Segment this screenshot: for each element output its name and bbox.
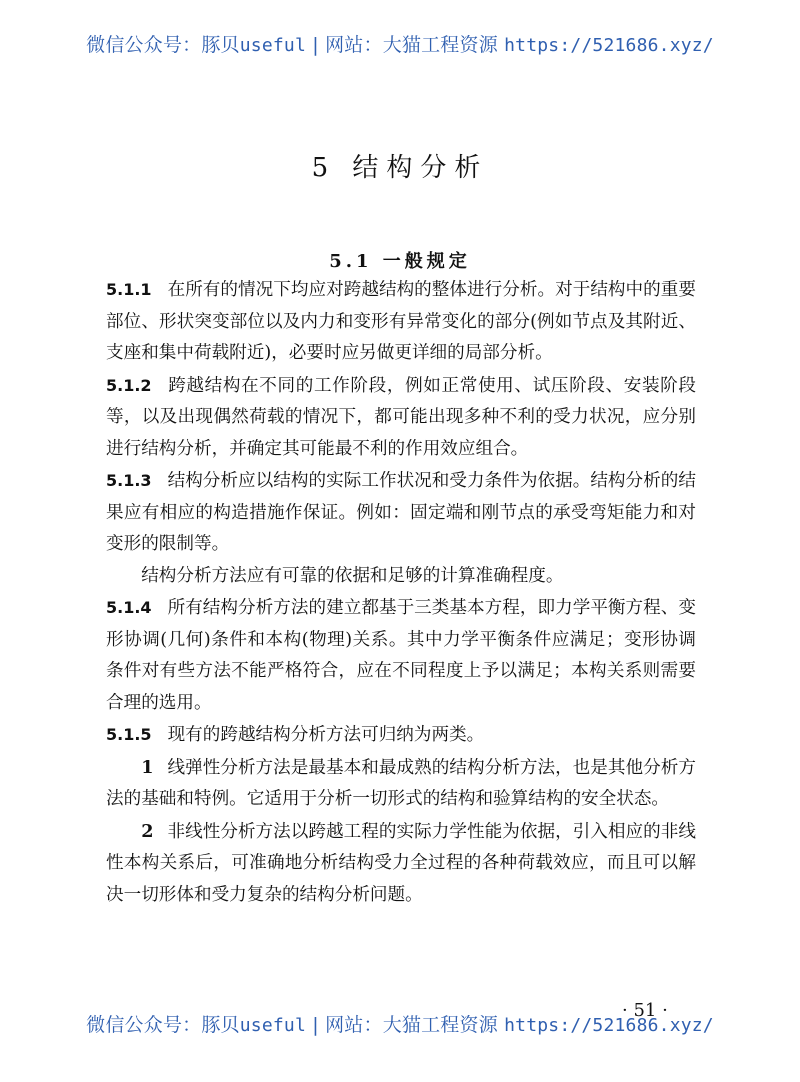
- clause-text: 结构分析应以结构的实际工作状况和受力条件为依据。结构分析的结果应有相应的构造措施作保证。例如：固定端和刚节点的承受弯矩能力和对变形的限制等。: [106, 471, 696, 554]
- watermark-site: 网站：大猫工程资源: [325, 1014, 505, 1036]
- clause-5-1-1: [106, 274, 696, 370]
- section-title: 5.1 一般规定: [329, 250, 471, 272]
- watermark-url[interactable]: https://521686.xyz/: [504, 1015, 714, 1036]
- clause-number: 5.1.5: [106, 725, 152, 744]
- watermark-url[interactable]: https://521686.xyz/: [504, 35, 714, 56]
- clause-text: 跨越结构在不同的工作阶段，例如正常使用、试压阶段、安装阶段等，以及出现偶然荷载的情况下，都可能出现多种不利的受力状况，应分别进行结构分析，并确定其可能最不利的作用效应组合。: [106, 375, 696, 459]
- clause-5-1-3: [106, 465, 696, 561]
- clause-text: 在所有的情况下均应对跨越结构的整体进行分析。对于结构中的重要部位、形状突变部位以及内力和变形有异常变化的部分(例如节点及其附近、支座和集中荷载附近)，必要时应另做更详细的局部分析。: [106, 280, 696, 363]
- watermark-wechat-en: useful: [239, 1015, 306, 1036]
- clause-5-1-5: [106, 719, 696, 752]
- document-body: [106, 274, 696, 911]
- clause-number: 5.1.2: [106, 375, 152, 395]
- watermark-wechat: 微信公众号：豚贝: [86, 34, 240, 56]
- watermark-separator: |: [306, 1014, 326, 1036]
- item-text: 线弹性分析方法是最基本和最成熟的结构分析方法，也是其他分析方法的基础和特例。它适用于分析一切形式的结构和验算结构的安全状态。: [106, 757, 696, 809]
- clause-text: 结构分析方法应有可靠的依据和足够的计算准确程度。: [141, 565, 564, 586]
- clause-5-1-4: [106, 592, 696, 719]
- list-item: [106, 816, 696, 912]
- item-number: 2: [141, 820, 154, 842]
- clause-number: 5.1.4: [106, 598, 152, 617]
- watermark-site: 网站：大猫工程资源: [325, 34, 505, 56]
- watermark-separator: |: [306, 34, 326, 56]
- item-number: 1: [141, 756, 154, 778]
- clause-text: 所有结构分析方法的建立都基于三类基本方程，即力学平衡方程、变形协调(几何)条件和本构(物理)关系。其中力学平衡条件应满足；变形协调条件对有些方法不能严格符合，应在不同程度上予以满足；本构关系则需要合理的选用。: [106, 598, 696, 713]
- watermark-wechat: 微信公众号：豚贝: [86, 1014, 240, 1036]
- watermark-top: [0, 30, 800, 57]
- watermark-wechat-en: useful: [239, 35, 306, 56]
- clause-5-1-2: [106, 370, 696, 466]
- clause-text: 现有的跨越结构分析方法可归纳为两类。: [167, 725, 485, 745]
- clause-5-1-3-continued: [106, 561, 696, 593]
- page-number: · 51 ·: [622, 1000, 668, 1021]
- item-text: 非线性分析方法以跨越工程的实际力学性能为依据，引入相应的非线性本构关系后，可准确地分析结构受力全过程的各种荷载效应，而且可以解决一切形体和受力复杂的结构分析问题。: [106, 821, 696, 905]
- list-item: [106, 752, 696, 816]
- clause-number: 5.1.3: [106, 471, 152, 490]
- chapter-title: 5 结构分析: [311, 153, 489, 184]
- watermark-bottom: [0, 1010, 800, 1037]
- clause-number: 5.1.1: [106, 280, 152, 299]
